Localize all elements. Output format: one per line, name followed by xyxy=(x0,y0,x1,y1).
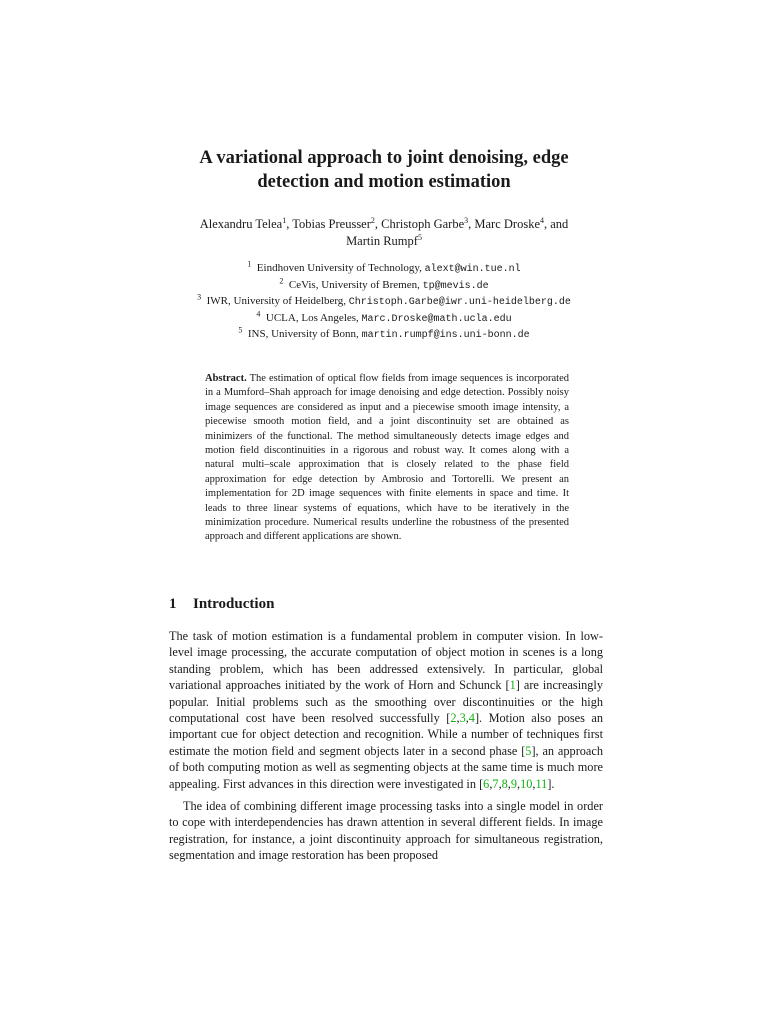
affiliation-email[interactable]: Christoph.Garbe@iwr.uni-heidelberg.de xyxy=(348,297,571,309)
author-separator: , xyxy=(286,217,293,231)
title-line-2: detection and motion estimation xyxy=(257,172,511,192)
citation-link[interactable]: 2 xyxy=(450,711,457,726)
citation-link[interactable]: 5 xyxy=(525,743,532,758)
body-paragraph: The task of motion estimation is a fundamental problem in computer vision. In low-level image processing, the accurate computation of object motion in scenes is a long standing problem, which has been addressed extensively. In particular, global variational approaches initiated by the work of Horn and Schunck [1] are increasingly popular. Initial problems such as the smoothing over discontinuities or the high computational cost have been resolved successfully [2,3,4]. Motion also poses an important cue for object detection and recognition. While a number of techniques first estimate the motion field and segment objects later in a second phase [5], an approach of both computing motion as well as segmenting objects at the same time is much more appealing. First advances in this direction were investigated in [6,7,8,9,10,11]. xyxy=(169,629,603,791)
section-heading xyxy=(169,594,274,614)
citation-link[interactable]: 9 xyxy=(510,776,518,791)
affiliation-text: IWR, University of Heidelberg, xyxy=(206,295,349,308)
author-separator: , xyxy=(374,217,382,231)
affiliation-number: 3 xyxy=(197,292,202,302)
affiliation xyxy=(100,261,668,278)
abstract-text: The estimation of optical flow fields from image sequences is incorporated in a Mumford–Shah approach for image denoising and edge detection. Possibly noisy image sequences are considered as input and a piecewise smooth image intensity, a piecewise smooth motion field, and a joint discontinuity set are obtained as minimizers of the functional. The method simultaneously detects image edges and motion field discontinuities in a rigorous and robust way. It comes along with a natural multi–scale approximation that is closely related to the phase field approximation for edge detection by Ambrosio and Tortorelli. We present an implementation for 2D image sequences with finite elements in space and time. It leads to three linear systems of equations, which have to be iteratively in the minimization procedure. Numerical results underline the robustness of the presented approach and different applications are shown. xyxy=(205,373,569,543)
affiliation-number: 5 xyxy=(238,325,243,335)
affiliation-number: 2 xyxy=(279,275,284,285)
author-name: Christoph Garbe xyxy=(381,217,465,231)
author-name: Martin Rumpf xyxy=(346,234,418,248)
citation-link[interactable]: 3 xyxy=(459,711,466,726)
author-affil-mark: 3 xyxy=(464,215,469,225)
paragraph-text: ]. Motion also poses an important cue for object detection and recognition. While a number of techniques first estimate the motion field and segment objects later in a second phase [ xyxy=(169,711,603,758)
affiliation-text: Eindhoven University of Technology, xyxy=(256,262,425,274)
author-affil-mark: 4 xyxy=(540,215,544,225)
paragraph-text: ]. xyxy=(547,776,555,791)
citation-link[interactable]: 10 xyxy=(520,776,533,791)
author-separator: , and xyxy=(544,217,569,231)
author-name: Marc Droske xyxy=(474,217,540,231)
section-number: 1 xyxy=(169,596,177,612)
abstract-heading: Abstract. xyxy=(205,373,247,384)
citation-link[interactable]: 6 xyxy=(483,776,490,791)
author-name: Tobias Preusser xyxy=(292,217,371,231)
citation-link[interactable]: 4 xyxy=(468,711,475,726)
paragraph-text: The task of motion estimation is a fundamental problem in computer vision. In low-level image processing, the accurate computation of object motion in scenes is a long standing problem, which has been addressed extensively. In particular, global variational approaches initiated by the work of Horn and Schunck [ xyxy=(169,629,603,693)
title-line-1: A variational approach to joint denoising, edge xyxy=(199,148,569,168)
affiliation-email[interactable]: martin.rumpf@ins.uni-bonn.de xyxy=(361,330,530,342)
affiliation-number: 1 xyxy=(247,259,252,269)
author-list xyxy=(140,216,628,250)
affiliation-email[interactable]: Marc.Droske@math.ucla.edu xyxy=(361,313,512,325)
author-separator: , xyxy=(468,217,475,231)
affiliation-text: INS, University of Bonn, xyxy=(247,328,362,341)
affiliation-text: UCLA, Los Angeles, xyxy=(265,311,362,324)
author-affil-mark: 1 xyxy=(282,215,287,225)
author-name: Alexandru Telea xyxy=(199,217,283,231)
paragraph-text: ], an approach of both computing motion as well as segmenting objects at the same time is much more appealing. First advances in this direction were investigated in [ xyxy=(169,743,603,791)
affiliation xyxy=(100,294,668,311)
citation-link[interactable]: 7 xyxy=(492,776,499,791)
affiliation xyxy=(100,327,668,344)
section-title: Introduction xyxy=(193,596,275,612)
citation-link[interactable]: 1 xyxy=(509,678,516,693)
affiliation xyxy=(100,311,668,328)
affiliation-email[interactable]: alext@win.tue.nl xyxy=(424,264,521,275)
body-paragraph: The idea of combining different image processing tasks into a single model in order to cope with interdependencies has drawn attention in several different fields. In image registration, for instance, a joint discontinuity approach for simultaneous registration, segmentation and image restoration has been proposed xyxy=(169,799,603,863)
author-affil-mark: 2 xyxy=(370,215,375,225)
paper-title xyxy=(100,146,668,194)
affiliation-list xyxy=(100,261,668,344)
citation-link[interactable]: 11 xyxy=(535,776,548,791)
affiliation-email[interactable]: tp@mevis.de xyxy=(422,280,489,292)
affiliation-text: CeVis, University of Bremen, xyxy=(288,278,423,291)
affiliation-number: 4 xyxy=(256,309,261,319)
paragraph-text: ] are increasingly popular. Initial problems such as the smoothing over discontinuities or the high computational cost have been resolved successfully [ xyxy=(169,678,603,726)
affiliation xyxy=(100,275,668,295)
abstract xyxy=(205,372,569,545)
citation-link[interactable]: 8 xyxy=(501,776,508,791)
author-affil-mark: 5 xyxy=(417,232,422,242)
